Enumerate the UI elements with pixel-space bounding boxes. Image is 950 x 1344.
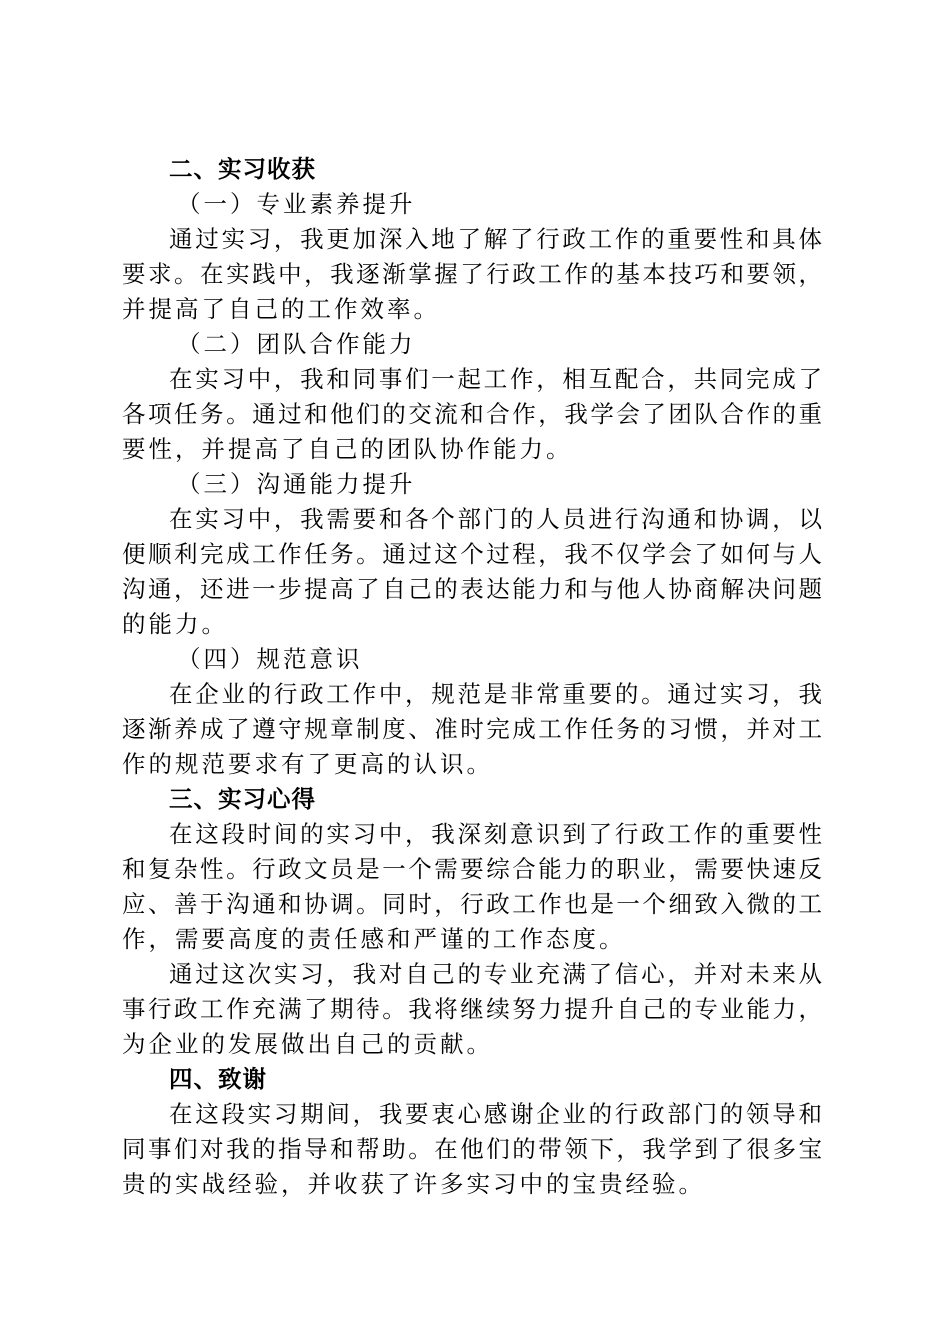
paragraph-line: 的能力。 <box>122 610 228 638</box>
paragraph-line: 作，需要高度的责任感和严谨的工作态度。 <box>122 925 626 953</box>
paragraph <box>122 222 822 327</box>
paragraph <box>122 362 822 467</box>
section-heading: 四、致谢 <box>169 1065 267 1093</box>
paragraph-line: 要求。在实践中，我逐渐掌握了行政工作的基本技巧和要领， <box>122 260 822 288</box>
paragraph <box>122 1097 822 1202</box>
document-page <box>122 152 822 1202</box>
paragraph-line: 通过实习，我更加深入地了解了行政工作的重要性和具体 <box>169 225 822 253</box>
paragraph <box>122 957 822 1062</box>
paragraph-line: 并提高了自己的工作效率。 <box>122 295 440 323</box>
paragraph-line: 逐渐养成了遵守规章制度、准时完成工作任务的习惯，并对工 <box>122 715 822 743</box>
section-heading: 三、实习心得 <box>169 785 316 813</box>
subsection-heading: （一）专业素养提升 <box>177 190 416 218</box>
paragraph-line: 在实习中，我需要和各个部门的人员进行沟通和协调，以 <box>169 505 822 533</box>
paragraph-line: 便顺利完成工作任务。通过这个过程，我不仅学会了如何与人 <box>122 540 822 568</box>
paragraph-line: 要性，并提高了自己的团队协作能力。 <box>122 435 573 463</box>
paragraph-line: 应、善于沟通和协调。同时，行政工作也是一个细致入微的工 <box>122 890 822 918</box>
paragraph-line: 和复杂性。行政文员是一个需要综合能力的职业，需要快速反 <box>122 855 822 883</box>
paragraph-line: 在实习中，我和同事们一起工作，相互配合，共同完成了 <box>169 365 822 393</box>
paragraph-line: 在企业的行政工作中，规范是非常重要的。通过实习，我 <box>169 680 822 708</box>
paragraph-line: 通过这次实习，我对自己的专业充满了信心，并对未来从 <box>169 960 822 988</box>
paragraph-line: 事行政工作充满了期待。我将继续努力提升自己的专业能力， <box>122 995 822 1023</box>
paragraph-line: 在这段实习期间，我要衷心感谢企业的行政部门的领导和 <box>169 1100 822 1128</box>
paragraph-line: 作的规范要求有了更高的认识。 <box>122 750 493 778</box>
paragraph-line: 同事们对我的指导和帮助。在他们的带领下，我学到了很多宝 <box>122 1135 822 1163</box>
paragraph <box>122 502 822 642</box>
paragraph-line: 贵的实战经验，并收获了许多实习中的宝贵经验。 <box>122 1170 705 1198</box>
paragraph-line: 各项任务。通过和他们的交流和合作，我学会了团队合作的重 <box>122 400 822 428</box>
paragraph <box>122 677 822 782</box>
paragraph <box>122 817 822 957</box>
subsection-heading: （四）规范意识 <box>177 645 363 673</box>
subsection-heading: （二）团队合作能力 <box>177 330 416 358</box>
subsection-heading: （三）沟通能力提升 <box>177 470 416 498</box>
paragraph-line: 在这段时间的实习中，我深刻意识到了行政工作的重要性 <box>169 820 822 848</box>
paragraph-line: 为企业的发展做出自己的贡献。 <box>122 1030 493 1058</box>
paragraph-line: 沟通，还进一步提高了自己的表达能力和与他人协商解决问题 <box>122 575 822 603</box>
section-heading: 二、实习收获 <box>169 155 316 183</box>
